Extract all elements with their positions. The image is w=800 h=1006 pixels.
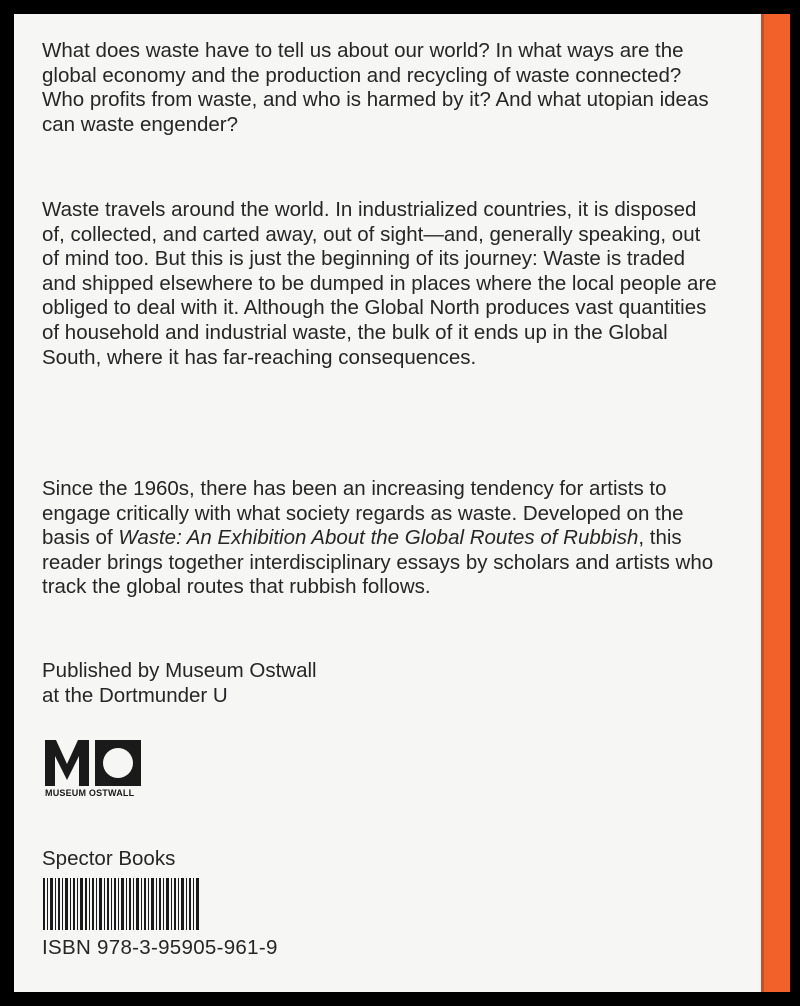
exhibition-title: Waste: An Exhibition About the Global Routes of Rubbish: [118, 526, 639, 550]
published-by-line-2: at the Dortmunder U: [42, 683, 228, 707]
intro-paragraph: What does waste have to tell us about our world? In what ways are the global economy and the production and recycling of waste connected? Who profits from waste, and who is harmed by it? And what utopian ideas can waste engender?: [42, 39, 709, 136]
waste-travels-paragraph: Waste travels around the world. In industrialized countries, it is disposed of, collected, and carted away, out of sight—and, generally speaking, out of mind too. But this is just the beginning of its journey: Waste is traded and shipped elsewhere to be dumped in places where the local people are obliged to deal with it. Although the Global North produces vast quantities of household and industrial waste, the bulk of it ends up in the Global South, where it has far-reaching consequences.: [42, 198, 717, 369]
artists-paragraph: [42, 477, 722, 600]
museum-ostwall-logo: [45, 740, 155, 812]
publisher-name: Spector Books: [42, 847, 176, 870]
barcode: [43, 878, 199, 930]
published-by-line-1: Published by Museum Ostwall: [42, 659, 317, 682]
mo-logo-mark: [45, 740, 145, 786]
artists-paragraph-text-end: , this reader brings together interdisciplinary essays by scholars and artists who track the global routes that rubbish follows.: [42, 526, 714, 599]
logo-label: MUSEUM OSTWALL: [45, 788, 135, 798]
barcode-icon: [43, 878, 199, 930]
isbn: ISBN 978-3-95905-961-9: [42, 936, 278, 959]
artists-paragraph-text-start: Since the 1960s, there has been an increasing tendency for artists to engage critically with what society regards as waste. Developed on the basis of: [42, 477, 684, 550]
published-by: [42, 659, 722, 708]
book-back-cover: [14, 14, 790, 992]
orange-spine: [761, 14, 790, 992]
